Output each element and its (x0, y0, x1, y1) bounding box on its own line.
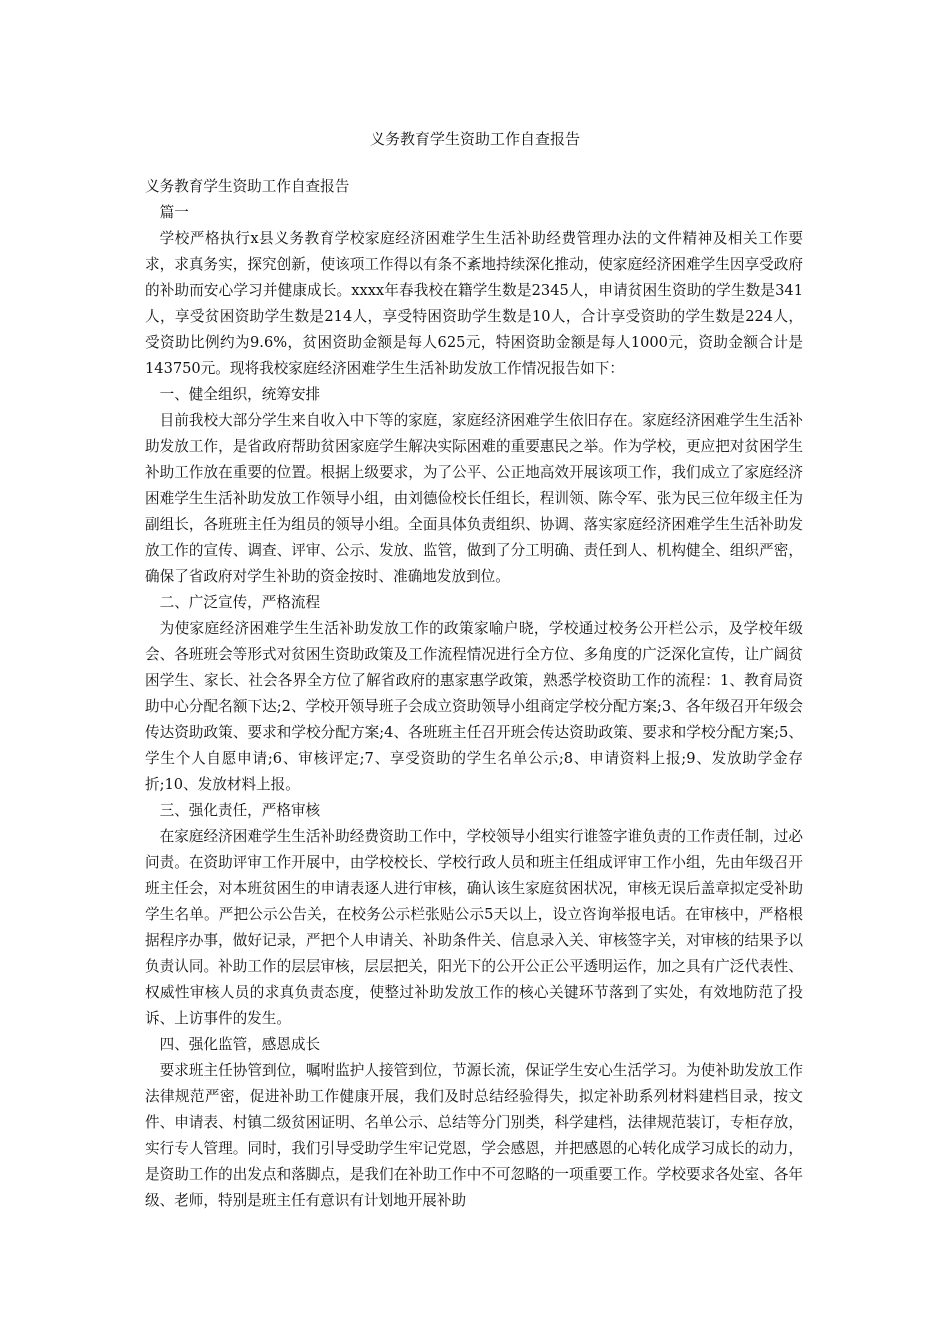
section-heading: 四、强化监管，感恩成长 (159, 1036, 321, 1053)
section-label: 篇一 (159, 204, 189, 221)
section-heading: 三、强化责任，严格审核 (159, 802, 321, 819)
section-heading: 一、健全组织，统筹安排 (159, 386, 321, 403)
paragraph: 要求班主任协管到位，嘱咐监护人接管到位，节源长流，保证学生安心生活学习。为使补助发放工作法律规范严密，促进补助工作健康开展，我们及时总结经验得失，拟定补助系列材料建档目录，按文件、申请表、村镇二级贫困证明、名单公示、总结等分门别类，科学建档，法律规范装订，专柜存放，实行专人管理。同时，我们引导受助学生牢记党恩，学会感恩，并把感恩的心转化成学习成长的动力，是资助工作的出发点和落脚点，是我们在补助工作中不可忽略的一项重要工作。学校要求各处室、各年级、老师，特别是班主任有意识有计划地开展补助 (145, 1062, 803, 1209)
section-heading: 二、广泛宣传，严格流程 (159, 594, 321, 611)
paragraph: 为使家庭经济困难学生生活补助发放工作的政策家喻户晓，学校通过校务公开栏公示，及学校年级会、各班班会等形式对贫困生资助政策及工作流程情况进行全方位、多角度的广泛深化宣传，让广阔贫困学生、家长、社会各界全方位了解省政府的惠家惠学政策，熟悉学校资助工作的流程：1、教育局资助中心分配名额下达;2、学校开领导班子会成立资助领导小组商定学校分配方案;3、各年级召开年级会传达资助政策、要求和学校分配方案;4、各班班主任召开班会传达资助政策、要求和学校分配方案;5、学生个人自愿申请;6、审核评定;7、享受资助的学生名单公示;8、申请资料上报;9、发放助学金存折;10、发放材料上报。 (145, 620, 803, 793)
paragraph: 目前我校大部分学生来自收入中下等的家庭，家庭经济困难学生依旧存在。家庭经济困难学生生活补助发放工作，是省政府帮助贫困家庭学生解决实际困难的重要惠民之举。作为学校，更应把对贫困学生补助工作放在重要的位置。根据上级要求，为了公平、公正地高效开展该项工作，我们成立了家庭经济困难学生生活补助发放工作领导小组，由刘德俭校长任组长，程训领、陈令军、张为民三位年级主任为副组长，各班班主任为组员的领导小组。全面具体负责组织、协调、落实家庭经济困难学生生活补助发放工作的宣传、调查、评审、公示、发放、监管，做到了分工明确、责任到人、机构健全、组织严密，确保了省政府对学生补助的资金按时、准确地发放到位。 (145, 412, 803, 585)
paragraph: 学校严格执行x县义务教育学校家庭经济困难学生生活补助经费管理办法的文件精神及相关工作要求，求真务实，探究创新，使该项工作得以有条不紊地持续深化推动，使家庭经济困难学生因享受政府的补助而安心学习并健康成长。xxxx年春我校在籍学生数是2345人，申请贫困生资助的学生数是341人，享受贫困资助学生数是214人，享受特困资助学生数是10人，合计享受资助的学生数是224人，受资助比例约为9.6%，贫困资助金额是每人625元，特困资助金额是每人1000元，资助金额合计是143750元。现将我校家庭经济困难学生生活补助发放工作情况报告如下： (145, 230, 803, 377)
body-title: 义务教育学生资助工作自查报告 (145, 178, 350, 195)
page-title: 义务教育学生资助工作自查报告 (369, 130, 580, 148)
document-body (145, 174, 803, 1214)
paragraph: 在家庭经济困难学生生活补助经费资助工作中，学校领导小组实行谁签字谁负责的工作责任制，过必问责。在资助评审工作开展中，由学校校长、学校行政人员和班主任组成评审工作小组，先由年级召开班主任会，对本班贫困生的申请表逐人进行审核，确认该生家庭贫困状况，审核无误后盖章拟定受补助学生名单。严把公示公告关，在校务公示栏张贴公示5天以上，设立咨询举报电话。在审核中，严格根据程序办事，做好记录，严把个人申请关、补助条件关、信息录入关、审核签字关，对审核的结果予以负责认同。补助工作的层层审核，层层把关，阳光下的公开公正公平透明运作，加之具有广泛代表性、权威性审核人员的求真负责态度，使整过补助发放工作的核心关键环节落到了实处，有效地防范了投诉、上访事件的发生。 (145, 828, 803, 1027)
